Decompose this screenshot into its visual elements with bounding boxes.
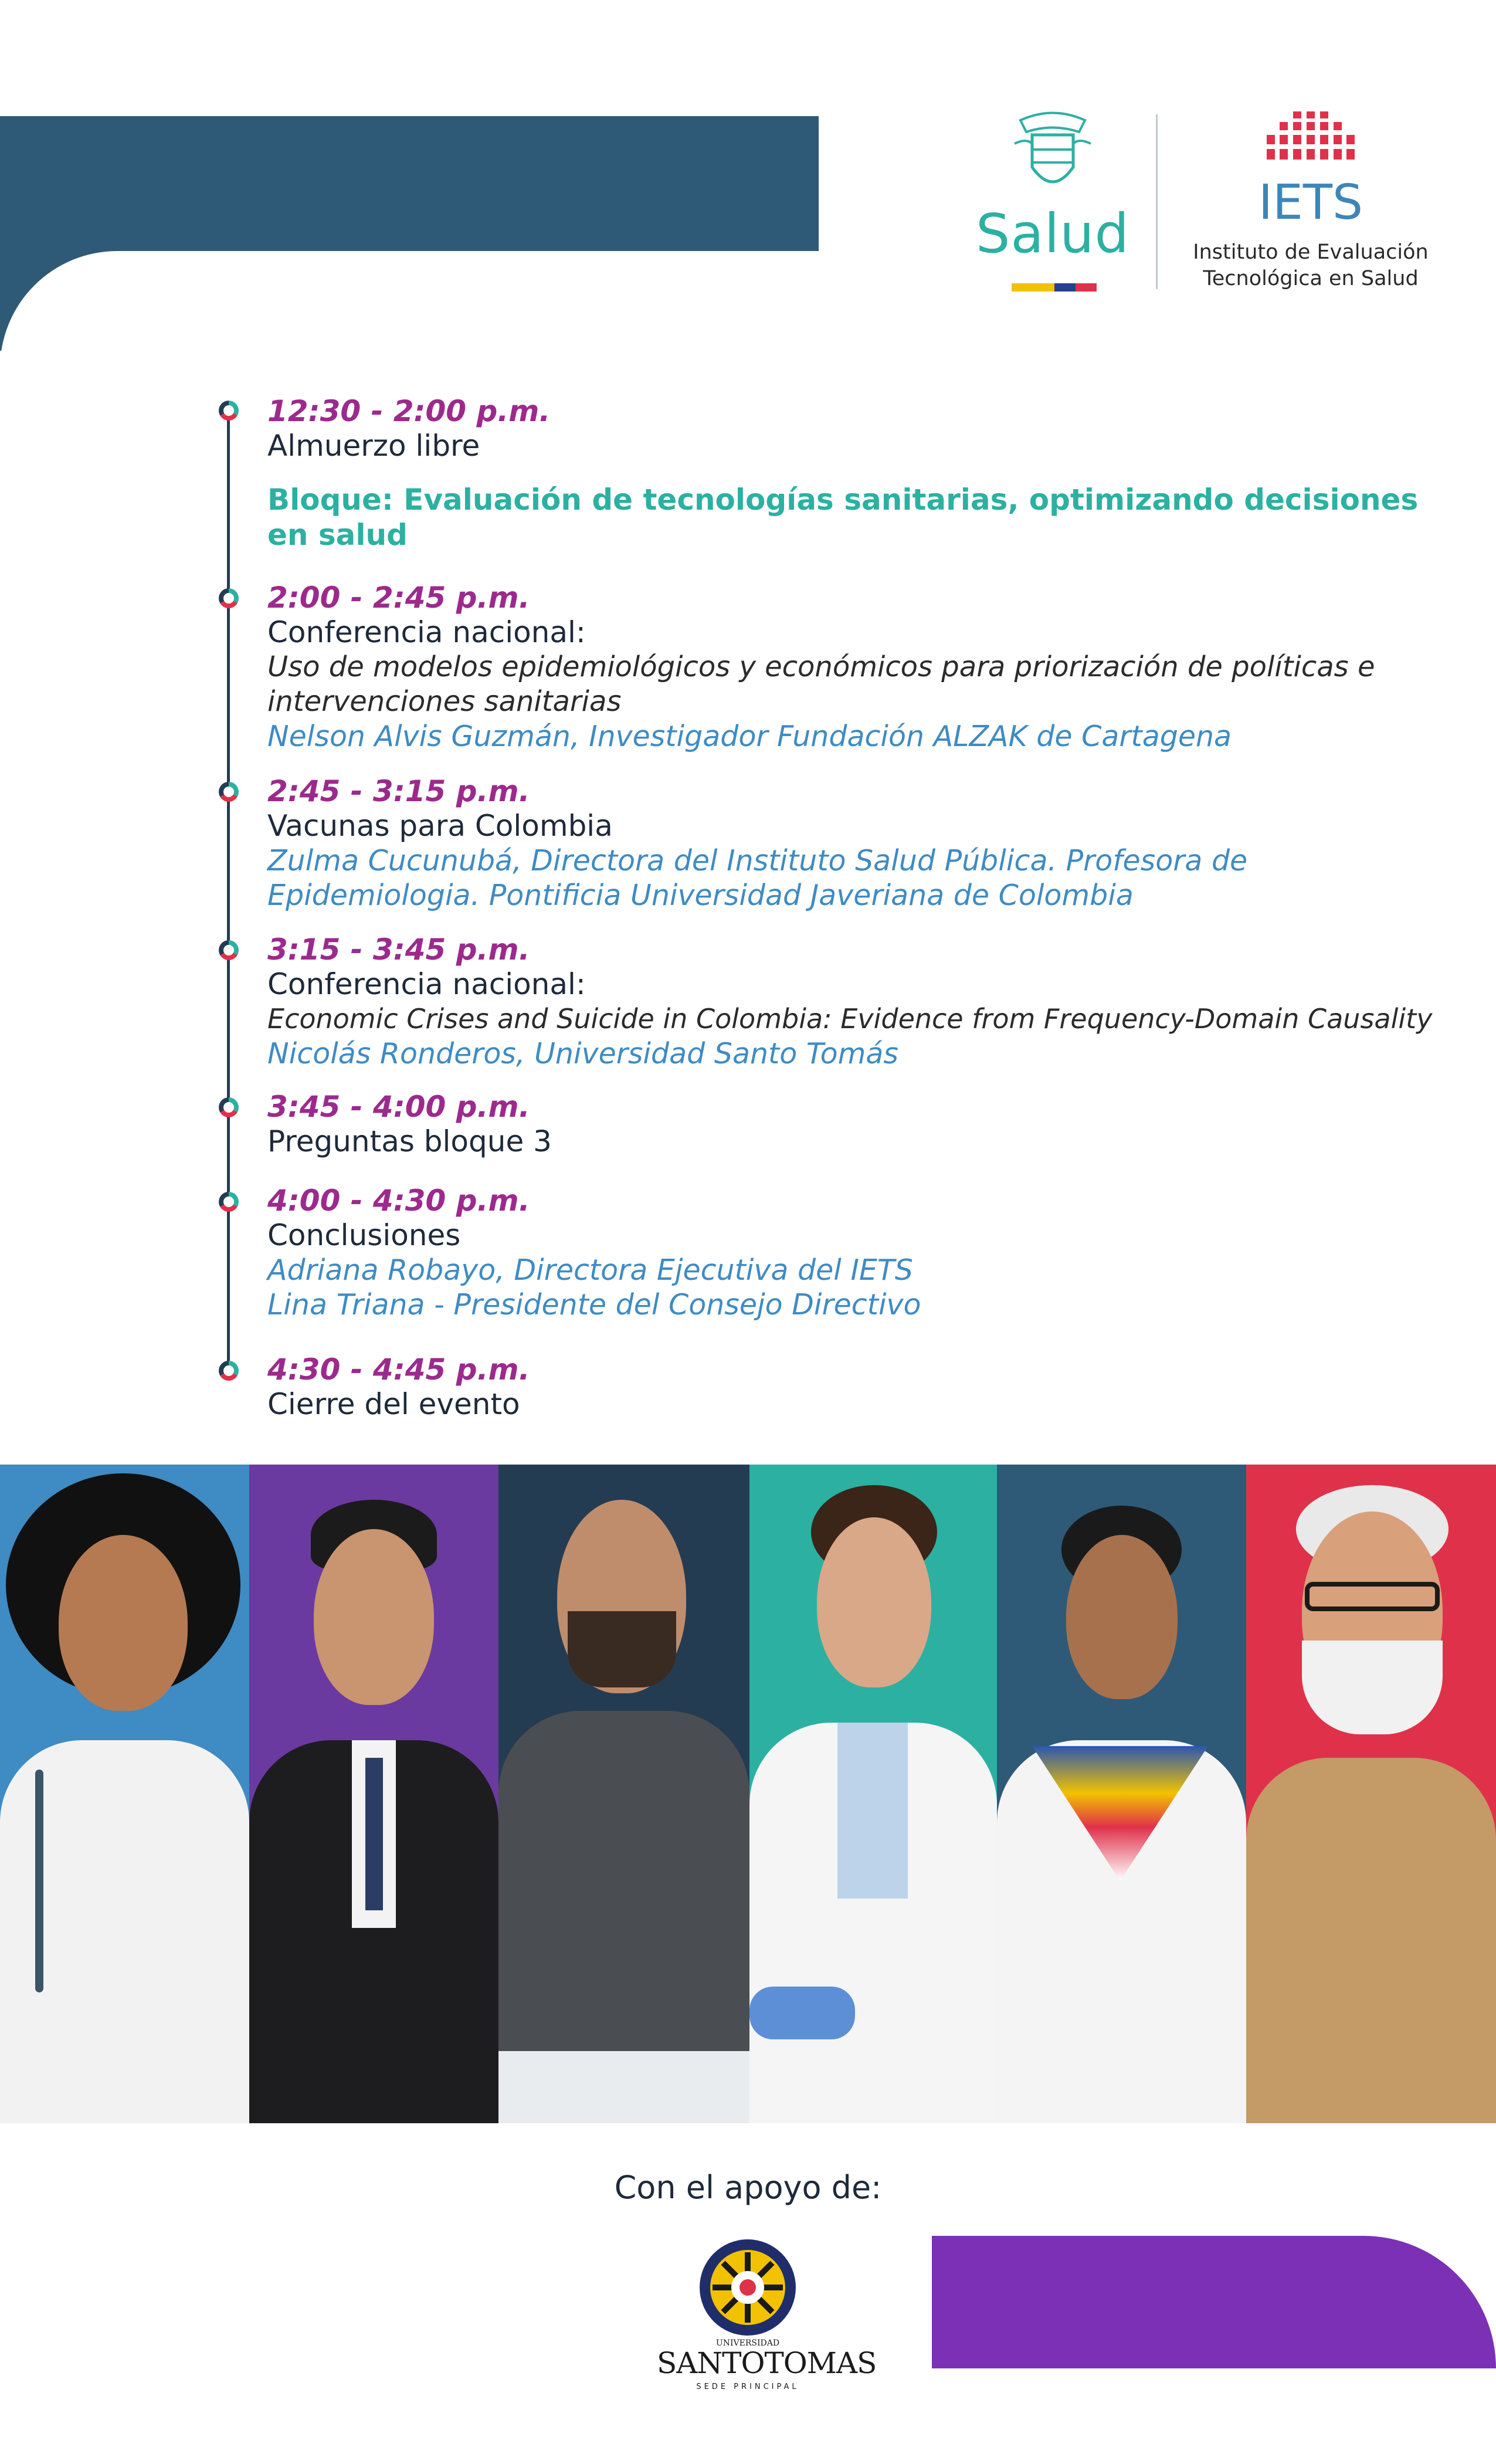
agenda-item [267,933,1440,1071]
agenda-item [267,581,1440,754]
photo-man-suit [249,1465,498,2123]
iets-building-icon [1261,111,1361,176]
photo-elderly-man [1246,1465,1496,2123]
logo-divider [1156,114,1158,289]
iets-subtitle-line2: Tecnológica en Salud [1203,267,1419,290]
photo-doctor-woman [0,1465,249,2123]
agenda-title: Conclusiones [267,1218,461,1252]
salud-logo [968,109,1138,296]
agenda-title: Conferencia nacional: [267,615,586,649]
agenda-time: 12:30 - 2:00 p.m. [267,394,551,428]
agenda-speaker: Nelson Alvis Guzmán, Investigador Fundación ALZAK de Cartagena [267,720,1232,753]
colombia-flag-bar [1012,283,1097,292]
timeline-dot [219,782,239,802]
timeline-dot [219,588,239,608]
iets-subtitle-line1: Instituto de Evaluación [1193,240,1429,264]
block-heading [267,482,1440,553]
agenda-time: 4:30 - 4:45 p.m. [267,1353,530,1387]
salud-wordmark: Salud [975,202,1130,265]
agenda-title: Almuerzo libre [267,429,480,463]
usta-wordmark: SANTOTOMAS [657,2346,877,2380]
agenda-speaker: Nicolás Ronderos, Universidad Santo Tomás [267,1037,898,1070]
timeline-dot [219,1097,239,1117]
agenda-description: Uso de modelos epidemiológicos y económicos para priorización de políticas e [267,650,1375,683]
agenda-title: Conferencia nacional: [267,967,586,1001]
agenda-speaker: Lina Triana - Presidente del Consejo Directivo [267,1288,921,1321]
agenda-time: 3:45 - 4:00 p.m. [267,1090,530,1124]
photo-man-beard [498,1465,749,2123]
agenda-item [267,1353,1440,1422]
iets-subtitle [1179,239,1443,292]
agenda-speaker: Adriana Robayo, Directora Ejecutiva del IETS [267,1253,913,1287]
block-heading-line2: en salud [267,518,408,552]
agenda-description: intervenciones sanitarias [267,685,622,718]
agenda-item [267,1184,1440,1322]
coat-of-arms-icon [1009,109,1097,202]
photo-indigenous-woman [997,1465,1246,2123]
agenda-title: Preguntas bloque 3 [267,1124,552,1158]
header-band [0,116,819,351]
timeline-dot [219,940,239,960]
iets-logo [1179,106,1443,293]
universidad-santo-tomas-logo [657,2238,877,2396]
agenda-title: Cierre del evento [267,1387,520,1421]
timeline-dot [219,1361,239,1381]
block-heading-line1: Bloque: Evaluación de tecnologías sanitarias, optimizando decisiones [267,483,1419,517]
people-photo-strip [0,1465,1496,2123]
agenda-time: 2:45 - 3:15 p.m. [267,774,530,808]
agenda-time: 3:15 - 3:45 p.m. [267,933,530,967]
timeline-line [227,412,230,1374]
photo-scientist-woman [749,1465,997,2123]
agenda-speaker: Epidemiologia. Pontificia Universidad Javeriana de Colombia [267,879,1134,912]
timeline-dot [219,1192,239,1212]
support-label: Con el apoyo de: [614,2169,882,2206]
usta-shield-icon [698,2238,798,2337]
usta-sede-label: SEDE PRINCIPAL [696,2382,799,2391]
iets-wordmark: IETS [1258,175,1363,231]
agenda-time: 2:00 - 2:45 p.m. [267,581,530,615]
timeline-dot [219,401,239,421]
agenda-speaker: Zulma Cucunubá, Directora del Instituto Salud Pública. Profesora de [267,844,1248,877]
agenda-item [267,774,1440,913]
agenda-title: Vacunas para Colombia [267,809,613,843]
agenda-item [267,394,1440,463]
agenda-description: Economic Crises and Suicide in Colombia: Evidence from Frequency-Domain Causality [267,1003,1433,1035]
agenda-time: 4:00 - 4:30 p.m. [267,1184,530,1218]
usta-univ-label: UNIVERSIDAD [715,2338,780,2348]
footer-band [932,2236,1496,2368]
agenda-item [267,1090,1440,1159]
